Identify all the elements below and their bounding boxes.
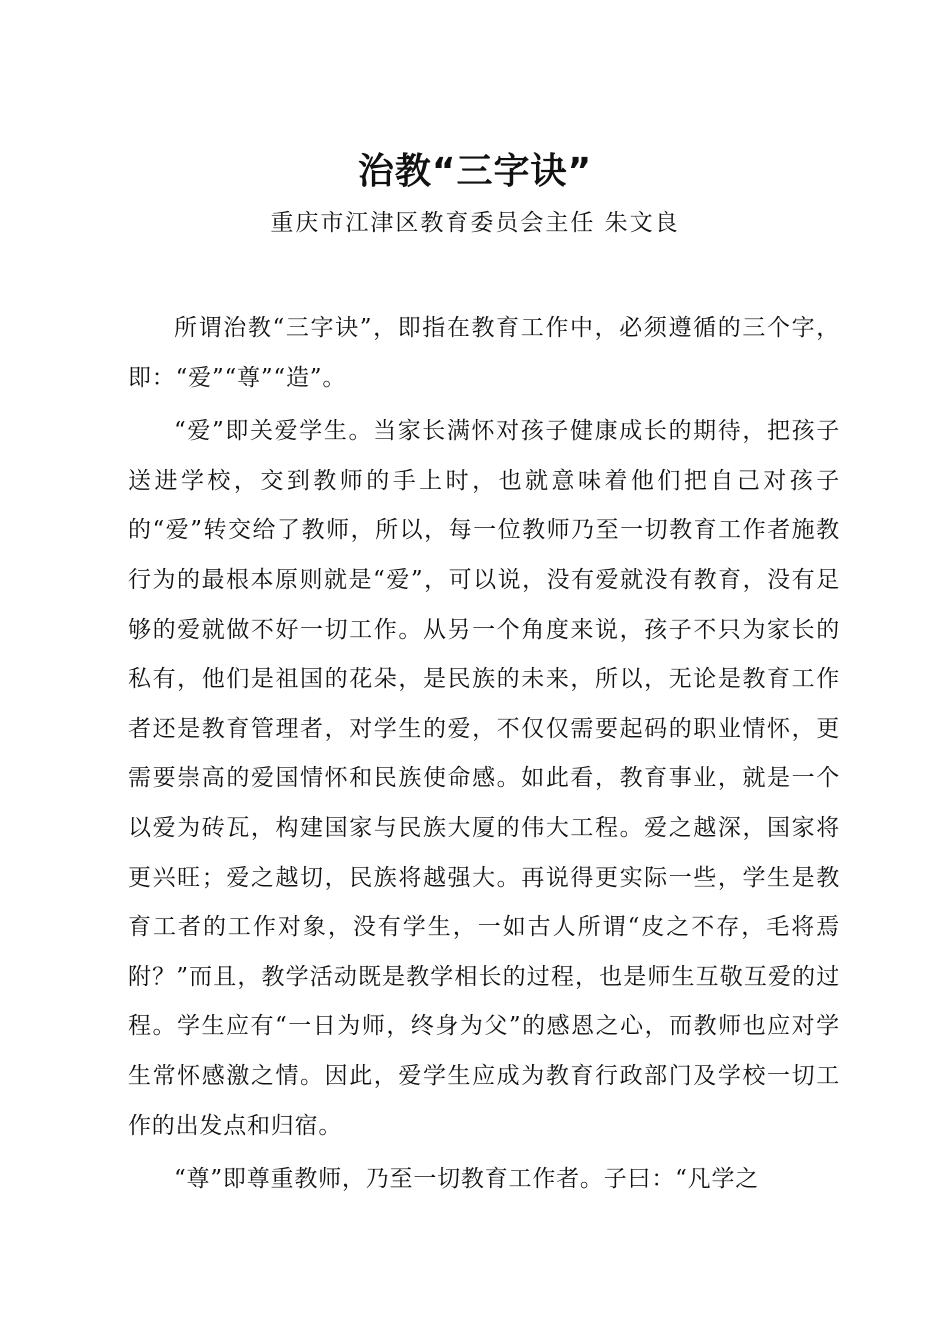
document-title: 治教“三字诀” bbox=[357, 151, 593, 192]
document-body bbox=[128, 304, 840, 1209]
paragraph-intro: 所谓治教“三字诀”，即指在教育工作中，必须遵循的三个字，即：“爱”“尊”“造”。 bbox=[128, 315, 840, 391]
paragraph-love: “爱”即关爱学生。当家长满怀对孩子健康成长的期待，把孩子送进学校，交到教师的手上时，也就意味着他们把自己对孩子的“爱”转交给了教师，所以，每一位教师乃至一切教育工作者施教行为的最根本原则就是“爱”，可以说，没有爱就没有教育，没有足够的爱就做不好一切工作。从另一个角度来说，孩子不只为家长的私有，他们是祖国的花朵，是民族的未来，所以，无论是教育工作者还是教育管理者，对学生的爱，不仅仅需要起码的职业情怀，更需要崇高的爱国情怀和民族使命感。如此看，教育事业，就是一个以爱为砖瓦，构建国家与民族大厦的伟大工程。爱之越深，国家将更兴旺；爱之越切，民族将越强大。再说得更实际一些，学生是教育工者的工作对象，没有学生，一如古人所谓“皮之不存，毛将焉附？”而且，教学活动既是教学相长的过程，也是师生互敬互爱的过程。学生应有“一日为师，终身为父”的感恩之心，而教师也应对学生常怀感激之情。因此，爱学生应成为教育行政部门及学校一切工作的出发点和归宿。 bbox=[128, 418, 840, 1139]
paragraph-respect: “尊”即尊重教师，乃至一切教育工作者。子曰：“凡学之 bbox=[174, 1166, 760, 1193]
author-line: 重庆市江津区教育委员会主任 朱文良 bbox=[270, 210, 680, 236]
